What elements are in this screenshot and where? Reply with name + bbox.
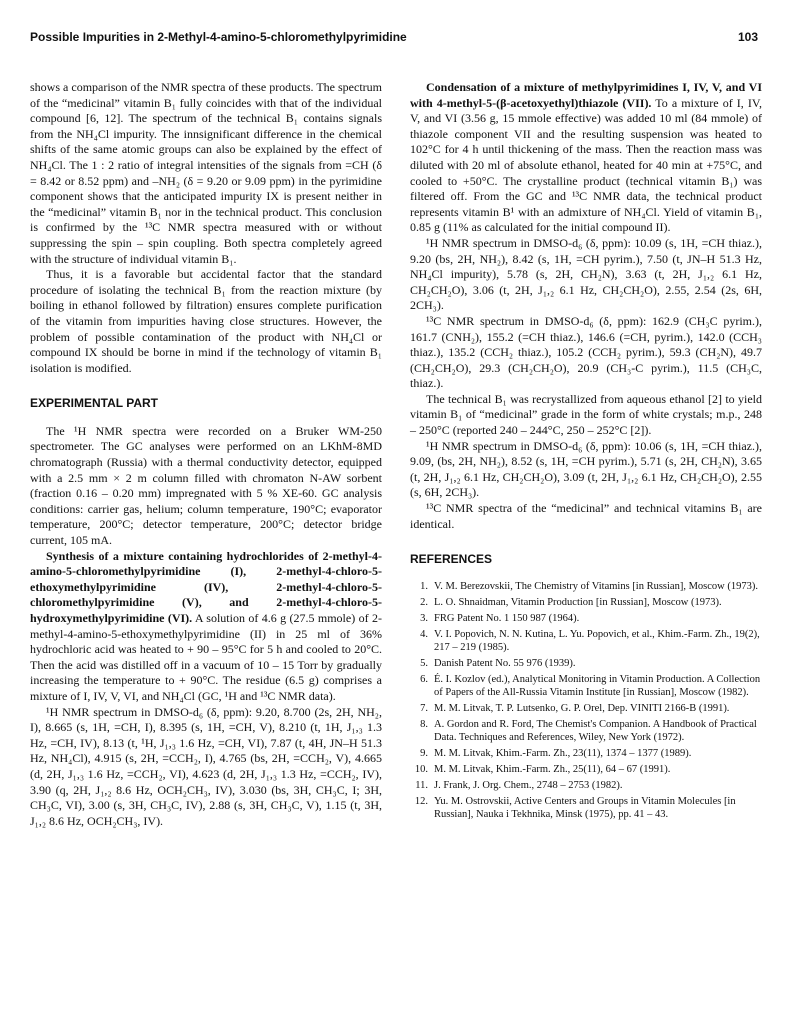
reference-text: A. Gordon and R. Ford, The Chemist's Companion. A Handbook of Practical Data. Techniques and References, Wiley, New York (1972). <box>434 718 757 743</box>
reference-item <box>410 718 762 744</box>
reference-number: 8. <box>420 718 428 730</box>
references-list <box>410 580 762 821</box>
reference-number: 10. <box>414 763 428 775</box>
reference-text: FRG Patent No. 1 150 987 (1964). <box>434 612 580 624</box>
paragraph-synthesis <box>30 549 382 705</box>
reference-number: 3. <box>420 612 428 624</box>
reference-item <box>410 612 762 625</box>
reference-number: 11. <box>415 779 428 791</box>
reference-text: V. M. Berezovskii, The Chemistry of Vitamins [in Russian], Moscow (1973). <box>434 580 758 592</box>
paragraph: Thus, it is a favorable but accidental factor that the standard procedure of isolating the technical B₁ from the reaction mixture (by boiling in ethanol followed by filtration) ensures complete purification of the vitamin from impurities having close structures. However, the problem of possible contamination of the product with NH₄Cl or compound IX should be borne in mind if the technology of vitamin B₁ isolation is modified. <box>30 267 382 375</box>
reference-number: 12. <box>414 795 428 807</box>
paragraph-body: To a mixture of I, IV, V, and VI (3.56 g, 15 mmole effective) was added 10 ml (84 mmole) of thiazole component VII and the resulting suspension was heated to 102°C for 4 h until thickening of the mass. Then the reaction mass was diluted with 20 ml of absolute ethanol, heated for 40 min at +75°C, and cooled to +50°C. The crystalline product (technical vitamin B₁) was filtered off. From the GC and ¹³C NMR data, the technical product represents vitamin B¹ with an admixture of NH₄Cl. Yield of vitamin B₁, 0.85 g (11% as calculated for the initial compound II). <box>410 95 762 235</box>
reference-item <box>410 763 762 776</box>
paragraph: The technical B₁ was recrystallized from aqueous ethanol [2] to yield vitamin B₁ of “medicinal” grade in the form of white crystals; m.p., 248 – 250°C (reported 240 – 244°C, 250 – 252°C [2]). <box>410 391 762 438</box>
reference-text: M. M. Litvak, T. P. Lutsenko, G. P. Orel, Dep. VINITI 2166-B (1991). <box>434 702 730 714</box>
reference-text: Danish Patent No. 55 976 (1939). <box>434 657 576 669</box>
paragraph-run-in-heading: Condensation of a mixture of methylpyrimidines I, IV, V, and VI with 4-methyl-5-(β-acetoxyethyl)thiazole (VII). <box>410 80 762 110</box>
running-header <box>30 30 758 50</box>
reference-text: É. I. Kozlov (ed.), Analytical Monitoring in Vitamin Production. A Collection of Papers of the All-Russia Vitamin Institute [in Russian], Moscow (1982). <box>434 673 761 698</box>
paragraph-condensation <box>410 80 762 236</box>
reference-number: 9. <box>420 747 428 759</box>
reference-text: J. Frank, J. Org. Chem., 2748 – 2753 (1982). <box>434 779 623 791</box>
paragraph: The ¹H NMR spectra were recorded on a Bruker WM-250 spectrometer. The GC analyses were performed on an LKhM-8MD chromatograph (Russia) with a thermal conductivity detector, equipped with a 2.5 mm × 2 m column filled with chromaton N-AW sorbent (fraction 0.16 – 0.20 mm) impregnated with 5 % XE-60. GC analysis conditions: carrier gas, helium; column temperature, 190°C; evaporator temperature, 200°C; detector temperature, 200°C; detector bridge current, 105 mA. <box>30 423 382 548</box>
reference-item <box>410 779 762 792</box>
reference-number: 2. <box>420 596 428 608</box>
paragraph: ¹H NMR spectrum in DMSO-d₆ (δ, ppm): 10.06 (s, 1H, =CH thiaz.), 9.09, (bs, 2H, NH₂), 8.52 (s, 1H, =CH pyrim.), 5.71 (s, 2H, CH₂N), 3.65 (t, 2H, J₁,₂ 6.1 Hz, CH₂CH₂O), 3.09 (t, 2H, J₁,₂ 6.1 Hz, CH₂CH₂O), 2.55 (s, 6H, 2CH₃). <box>410 438 762 500</box>
reference-text: L. O. Shnaidman, Vitamin Production [in Russian], Moscow (1973). <box>434 596 722 608</box>
reference-number: 6. <box>420 673 428 685</box>
paragraph-run-in-heading: Synthesis of a mixture containing hydrochlorides of 2-methyl-4-amino-5-chloromethylpyrimidine (I), 2-methyl-4-chloro-5-ethoxymethylpyrimidine (IV), 2-methyl-4-chloro-5-chloromethylpyrimidine (V), and 2-methyl-4-chloro-5-hydroxymethylpyrimidine (VI). <box>30 548 382 625</box>
page-number: 103 <box>737 30 758 44</box>
paragraph: shows a comparison of the NMR spectra of these products. The spectrum of the “medicinal” vitamin B₁ fully coincides with that of the individual compound [6, 12]. The spectrum of the technical B₁ contains signals from the NH₄Cl impurity. The innsignificant difference in the chemical shifts of the same atomic groups can also be explained by the effect of NH₄Cl. The 1 : 2 ratio of integral intensities of the signals from =CH (δ = 8.42 or 8.52 ppm) and –NH₂ (δ = 9.20 or 9.09 ppm) in the pyrimidine component shows that the anticipated impurity IX is present neither in the “medicinal” vitamin B₁ nor in the technical product. This conclusion is confirmed by the ¹³C NMR spectra measured with or without suppressing the spin – spin coupling. Both spectra completely agreed with the structure of individual vitamin B₁. <box>30 80 382 266</box>
reference-text: M. M. Litvak, Khim.-Farm. Zh., 25(11), 64 – 67 (1991). <box>434 763 671 775</box>
reference-number: 7. <box>420 702 428 714</box>
section-heading-references: REFERENCES <box>410 552 493 567</box>
paragraph: ¹³C NMR spectrum in DMSO-d₆ (δ, ppm): 162.9 (CH₃C pyrim.), 161.7 (CNH₂), 155.2 (=CH thiaz.), 146.6 (=CH, pyrim.), 142.0 (CCH₃ thiaz.), 135.2 (CCH₂ thiaz.), 105.2 (CCH₂ pyrim.), 59.3 (CH₂N), 49.7 (CH₂CH₂O), 29.3 (CH₂CH₂O), 20.9 (CH₃-C pyrim.), 11.5 (CH₃C, thiaz.). <box>410 313 762 391</box>
reference-item <box>410 702 762 715</box>
reference-number: 1. <box>420 580 428 592</box>
reference-number: 5. <box>420 657 428 669</box>
section-heading-experimental: EXPERIMENTAL PART <box>30 396 159 411</box>
reference-text: M. M. Litvak, Khim.-Farm. Zh., 23(11), 1374 – 1377 (1989). <box>434 747 692 759</box>
reference-item <box>410 747 762 760</box>
reference-number: 4. <box>420 628 428 640</box>
reference-item <box>410 657 762 670</box>
right-column <box>410 80 762 824</box>
running-title: Possible Impurities in 2-Methyl-4-amino-5-chloromethylpyrimidine <box>30 30 407 44</box>
paragraph-body: A solution of 4.6 g (27.5 mmole) of 2-methyl-4-amino-5-ethoxymethylpyrimidine (II) in 25 ml of 36% hydrochloric acid was heated to + 90 – 95°C for 5 h and cooled to 20°C. Then the acid was distilled off in a vacuum of 10 – 15 Torr by gradually increasing the temperature to + 90°C. The residue (6.5 g) comprises a mixture of I, IV, V, VI, and NH₄Cl (GC, ¹H and ¹³C NMR data). <box>30 611 382 703</box>
reference-text: V. I. Popovich, N. N. Kutina, L. Yu. Popovich, et al., Khim.-Farm. Zh., 19(2), 217 – 219 (1985). <box>434 628 760 653</box>
reference-item <box>410 580 762 593</box>
reference-item <box>410 795 762 821</box>
reference-item <box>410 673 762 699</box>
reference-item <box>410 596 762 609</box>
paragraph: ¹H NMR spectrum in DMSO-d₆ (δ, ppm): 10.09 (s, 1H, =CH thiaz.), 9.20 (bs, 2H, NH₂), 8.42 (s, 1H, =CH pyrim.), 7.50 (t, JN–H 51.3 Hz, NH₄Cl impurity), 5.78 (s, 2H, CH₂N), 3.63 (t, 2H, J₁,₂ 6.1 Hz, CH₂CH₂O), 3.06 (t, 2H, J₁,₂ 6.1 Hz, CH₂CH₂O), 2.55, 2.54 (2s, 6H, 2CH₃). <box>410 235 762 313</box>
reference-text: Yu. M. Ostrovskii, Active Centers and Groups in Vitamin Molecules [in Russian], Nauka i Tekhnika, Minsk (1975), pp. 41 – 43. <box>434 795 736 820</box>
left-column <box>30 80 382 829</box>
paragraph: ¹H NMR spectrum in DMSO-d₆ (δ, ppm): 9.20, 8.700 (2s, 2H, NH₂, I), 8.665 (s, 1H, =CH, I), 8.395 (s, 1H, =CH, V), 8.210 (t, 1H, J₁,₃ 1.3 Hz, =CH, IV), 8.13 (t, ¹H, J₁,₃ 1.6 Hz, =CH, VI), 7.87 (t, 4H, JN–H 51.3 Hz, NH₄Cl), 4.915 (s, 2H, =CCH₂, I), 4.765 (bs, 2H, =CCH₂, V), 4.665 (d, 2H, J₁,₃ 1.6 Hz, =CCH₂, VI), 4.623 (d, 2H, J₁,₃ 1.3 Hz, =CCH₂, IV), 3.90 (q, 2H, J₁,₂ 8.6 Hz, OCH₂CH₃, IV), 3.030 (bs, 3H, CH₃C, I; 3H, CH₃C, VI), 3.00 (s, 3H, CH₃C, IV), 2.88 (s, 3H, CH₃C, V), 1.15 (t, 3H, J₁,₂ 8.6 Hz, OCH₂CH₃, IV). <box>30 704 382 828</box>
paragraph: ¹³C NMR spectra of the “medicinal” and technical vitamins B₁ are identical. <box>410 501 762 531</box>
reference-item <box>410 628 762 654</box>
